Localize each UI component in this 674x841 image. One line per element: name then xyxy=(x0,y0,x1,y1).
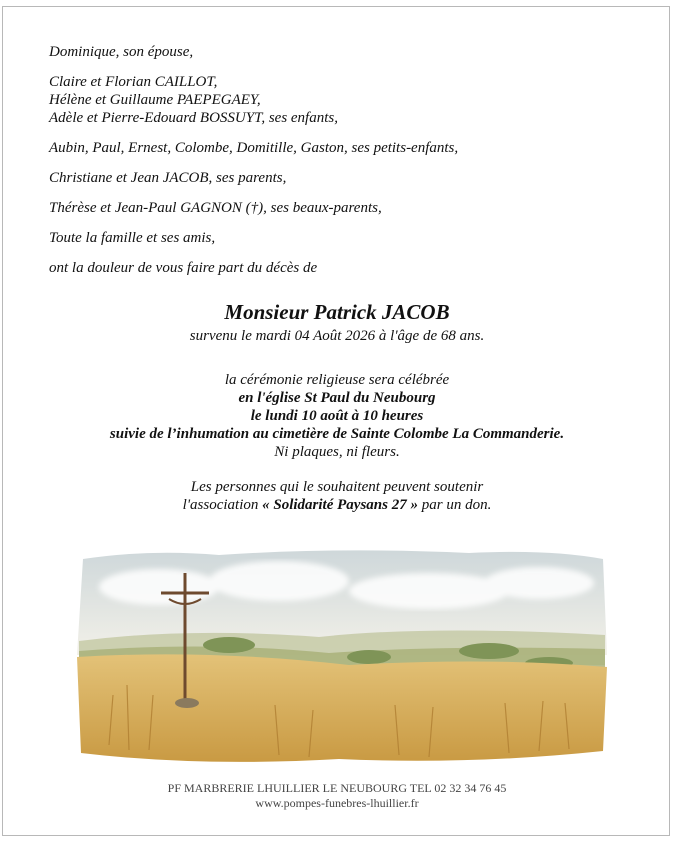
child-line: Hélène et Guillaume PAEPEGAEY, xyxy=(49,92,261,108)
parents-line: Christiane et Jean JACOB, ses parents, xyxy=(49,170,287,186)
donation-block xyxy=(3,478,671,514)
donation-line-2 xyxy=(3,496,671,514)
children-group xyxy=(49,73,649,127)
funeral-home: PF MARBRERIE LHUILLIER LE NEUBOURG TEL 02 32 34 76 45 xyxy=(167,781,507,795)
death-details: survenu le mardi 04 Août 2026 à l'âge de 68 ans. xyxy=(189,328,485,344)
footer xyxy=(3,781,671,811)
obituary-card xyxy=(2,6,670,836)
flowers-note: Ni plaques, ni fleurs. xyxy=(274,444,400,460)
ceremony-date: le lundi 10 août à 10 heures xyxy=(250,408,424,424)
child-line: Claire et Florian CAILLOT, xyxy=(49,74,218,90)
family-list xyxy=(49,43,649,289)
association-name: « Solidarité Paysans 27 » xyxy=(262,497,418,513)
child-line: Adèle et Pierre-Edouard BOSSUYT, ses enfants, xyxy=(49,110,338,126)
burial-details: suivie de l’inhumation au cimetière de Sainte Colombe La Commanderie. xyxy=(109,426,565,442)
cross-base xyxy=(175,698,199,708)
ceremony-intro: la cérémonie religieuse sera célébrée xyxy=(224,372,450,388)
deceased-name: Monsieur Patrick JACOB xyxy=(224,300,450,324)
announce-line: ont la douleur de vous faire part du décès de xyxy=(49,260,318,276)
donation-suffix: par un don. xyxy=(417,497,492,513)
donation-prefix: l'association xyxy=(182,497,263,513)
wheat-field-illustration xyxy=(69,545,613,771)
ceremony-block xyxy=(3,371,671,461)
ceremony-place: en l'église St Paul du Neubourg xyxy=(238,390,436,406)
website-link: www.pompes-funebres-lhuillier.fr xyxy=(255,796,419,810)
grandchildren-line: Aubin, Paul, Ernest, Colombe, Domitille, Gaston, ses petits-enfants, xyxy=(49,140,459,156)
donation-line-1: Les personnes qui le souhaitent peuvent soutenir xyxy=(190,479,484,495)
spouse-line: Dominique, son épouse, xyxy=(49,44,194,60)
in-laws-line: Thérèse et Jean-Paul GAGNON (†), ses beaux-parents, xyxy=(49,200,382,216)
all-family-line: Toute la famille et ses amis, xyxy=(49,230,216,246)
wheat-field xyxy=(77,654,607,762)
